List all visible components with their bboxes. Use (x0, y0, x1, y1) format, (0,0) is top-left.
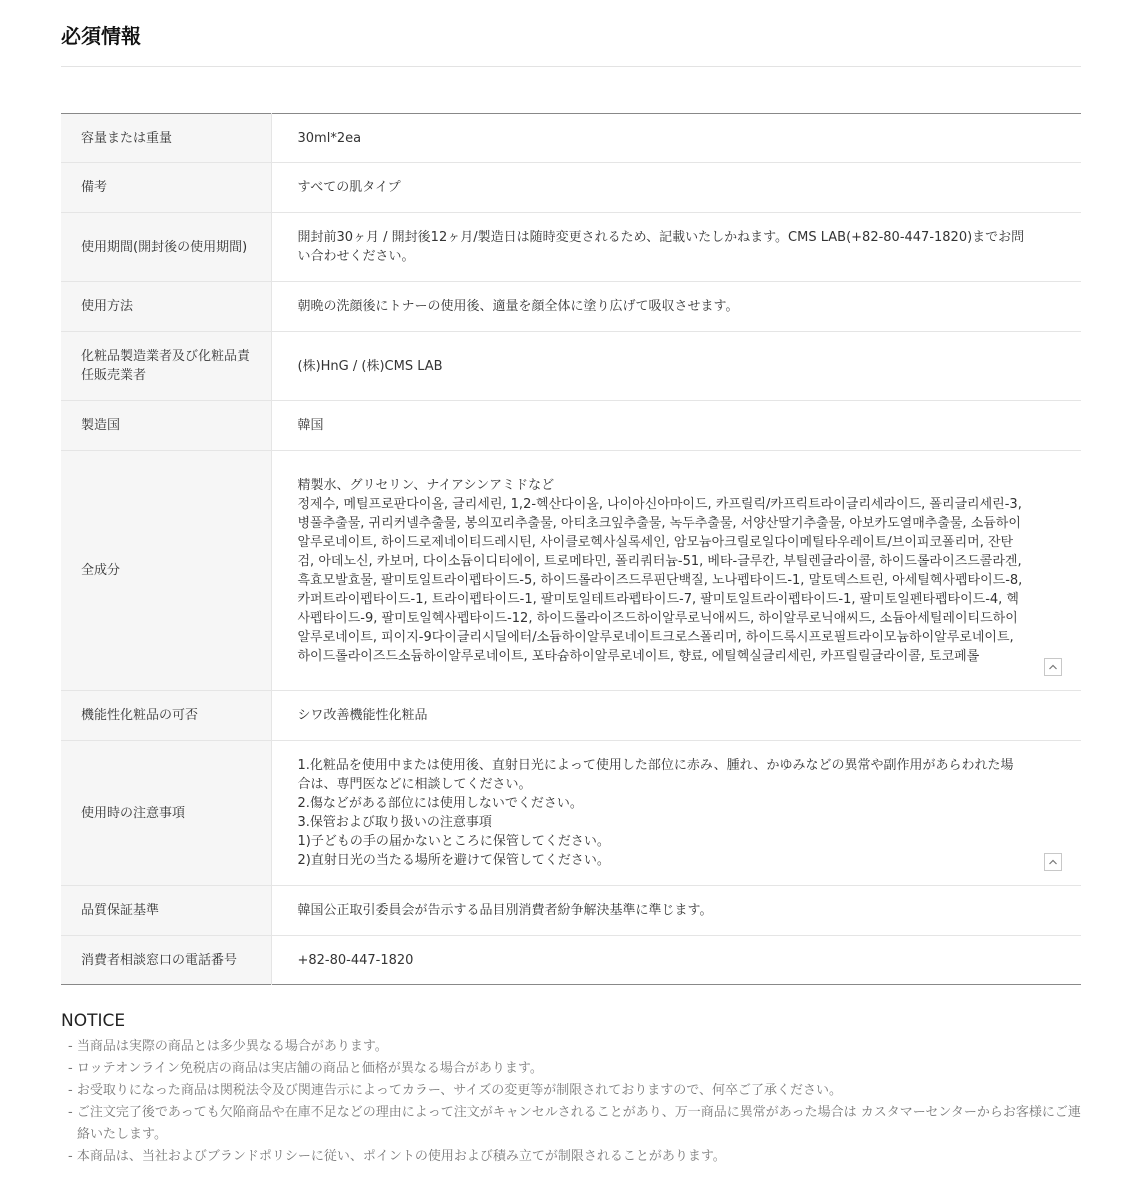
row-value-usage-period: 開封前30ヶ月 / 開封後12ヶ月/製造日は随時変更されるため、記載いたしかねます。CMS LAB(+82-80-447-1820)までお問い合わせください。 (271, 213, 1081, 282)
notice-list (61, 1036, 1081, 1168)
product-info-table (61, 113, 1081, 985)
row-label-precautions: 使用時の注意事項 (61, 741, 271, 886)
row-value-functional: シワ改善機能性化粧品 (271, 691, 1081, 741)
row-value-precautions: 1.化粧品を使用中または使用後、直射日光によって使用した部位に赤み、腫れ、かゆみなどの異常や副作用があらわれた場合は、専門医などに相談してください。 2.傷などがある部位には使用しないでください。 3.保管および取り扱いの注意事項 1)子どもの手の届かないところに保管してください。 2)直射日光の当たる場所を避けて保管してください。 (297, 758, 1014, 868)
row-value-precautions-cell (271, 741, 1081, 886)
row-label-manufacturer: 化粧品製造業者及び化粧品責任販売業者 (61, 332, 271, 401)
row-value-ingredients-cell (271, 451, 1081, 691)
table-row (61, 451, 1081, 691)
table-row (61, 163, 1081, 213)
table-row (61, 332, 1081, 401)
table-row (61, 691, 1081, 741)
row-value-country: 韓国 (271, 401, 1081, 451)
row-label-country: 製造国 (61, 401, 271, 451)
table-row (61, 114, 1081, 163)
list-item: - ロッテオンライン免税店の商品は実店舗の商品と価格が異なる場合があります。 (68, 1061, 543, 1076)
row-label-quality: 品質保証基準 (61, 886, 271, 936)
table-row (61, 936, 1081, 985)
row-value-phone: +82-80-447-1820 (297, 952, 414, 968)
row-value-ingredients: 精製水、グリセリン、ナイアシンアミドなど 정제수, 메틸프로판다이올, 글리세린, 1,2-헥산다이올, 나이아신아마이드, 카프릴릭/카프릭트라이글리세라이드, 폴리글리세린-3, 병풀추출물, 귀리커넬추출물, 봉의꼬리추출물, 아티초크잎추출물, 녹두추출물, 서양산딸기추출물, 아보카도열매추출물, 소듐하이알루로네이트, 하이드로제네이티드레시틴, 사이클로헥사실록세인, 암모늄아크릴로일다이메틸타우레이트/브이피코폴리머, 잔탄검, 아데노신, 카보머, 다이소듐이디티에이, 트로메타민, 폴리쿼터늄-51, 베타-글루칸, 부틸렌글라이콜, 하이드롤라이즈드콜라겐, 흑효모발효물, 팔미토일트라이펩타이드-5, 하이드롤라이즈드루핀단백질, 노나펩타이드-1, 말토덱스트린, 아세틸헥사펩타이드-8, 카퍼트라이펩타이드-1, 트라이펩타이드-1, 팔미토일테트라펩타이드-7, 팔미토일트라이펩타이드-1, 팔미토일펜타펩타이드-4, 헥사펩타이드-9, 팔미토일헥사펩타이드-12, 하이드롤라이즈드하이알루로닉애씨드, 하이알루로닉애씨드, 소듐아세틸레이티드하이알루로네이트, 피이지-9다이글리시딜에터/소듐하이알루로네이트크로스폴리머, 하이드록시프로필트라이모늄하이알루로네이트, 하이드롤라이즈드소듐하이알루로네이트, 포타슘하이알루로네이트, 향료, 에틸헥실글리세린, 카프릴릴글라이콜, 토코페롤 (297, 477, 1023, 664)
row-value-capacity: 30ml*2ea (271, 114, 1081, 163)
notice-title: NOTICE (61, 1011, 126, 1031)
table-row (61, 401, 1081, 451)
list-item: - 当商品は実際の商品とは多少異なる場合があります。 (68, 1039, 388, 1054)
table-row (61, 741, 1081, 886)
table-row (61, 282, 1081, 332)
chevron-up-icon (1045, 854, 1061, 870)
row-value-quality: 韓国公正取引委員会が告示する品目別消費者紛争解決基準に準じます。 (271, 886, 1081, 936)
notice-section (61, 1010, 1081, 1168)
row-label-remarks: 備考 (61, 163, 271, 213)
collapse-toggle-precautions[interactable] (1044, 853, 1062, 871)
table-row (61, 213, 1081, 282)
title-divider (61, 66, 1081, 67)
section-title: 必須情報 (61, 24, 141, 48)
table-row (61, 886, 1081, 936)
row-value-remarks: すべての肌タイプ (271, 163, 1081, 213)
list-item: - お受取りになった商品は関税法令及び関連告示によってカラー、サイズの変更等が制限されておりますので、何卒ご了承ください。 (68, 1083, 843, 1098)
list-item: - 本商品は、当社およびブランドポリシーに従い、ポイントの使用および積み立てが制限されることがあります。 (68, 1149, 726, 1164)
collapse-toggle-ingredients[interactable] (1044, 658, 1062, 676)
row-label-functional: 機能性化粧品の可否 (61, 691, 271, 741)
chevron-up-icon (1045, 659, 1061, 675)
row-value-manufacturer: (株)HnG / (株)CMS LAB (271, 332, 1081, 401)
row-label-phone: 消費者相談窓口の電話番号 (61, 936, 271, 985)
row-label-ingredients: 全成分 (61, 451, 271, 691)
row-value-how-to-use: 朝晩の洗顔後にトナーの使用後、適量を顔全体に塗り広げて吸収させます。 (271, 282, 1081, 332)
list-item: - ご注文完了後であっても欠陥商品や在庫不足などの理由によって注文がキャンセルされることがあり、万一商品に異常があった場合は カスタマーセンターからお客様にご連絡いたします。 (68, 1105, 1081, 1142)
row-label-usage-period: 使用期間(開封後の使用期間) (61, 213, 271, 282)
row-label-capacity: 容量または重量 (61, 114, 271, 163)
row-label-how-to-use: 使用方法 (61, 282, 271, 332)
